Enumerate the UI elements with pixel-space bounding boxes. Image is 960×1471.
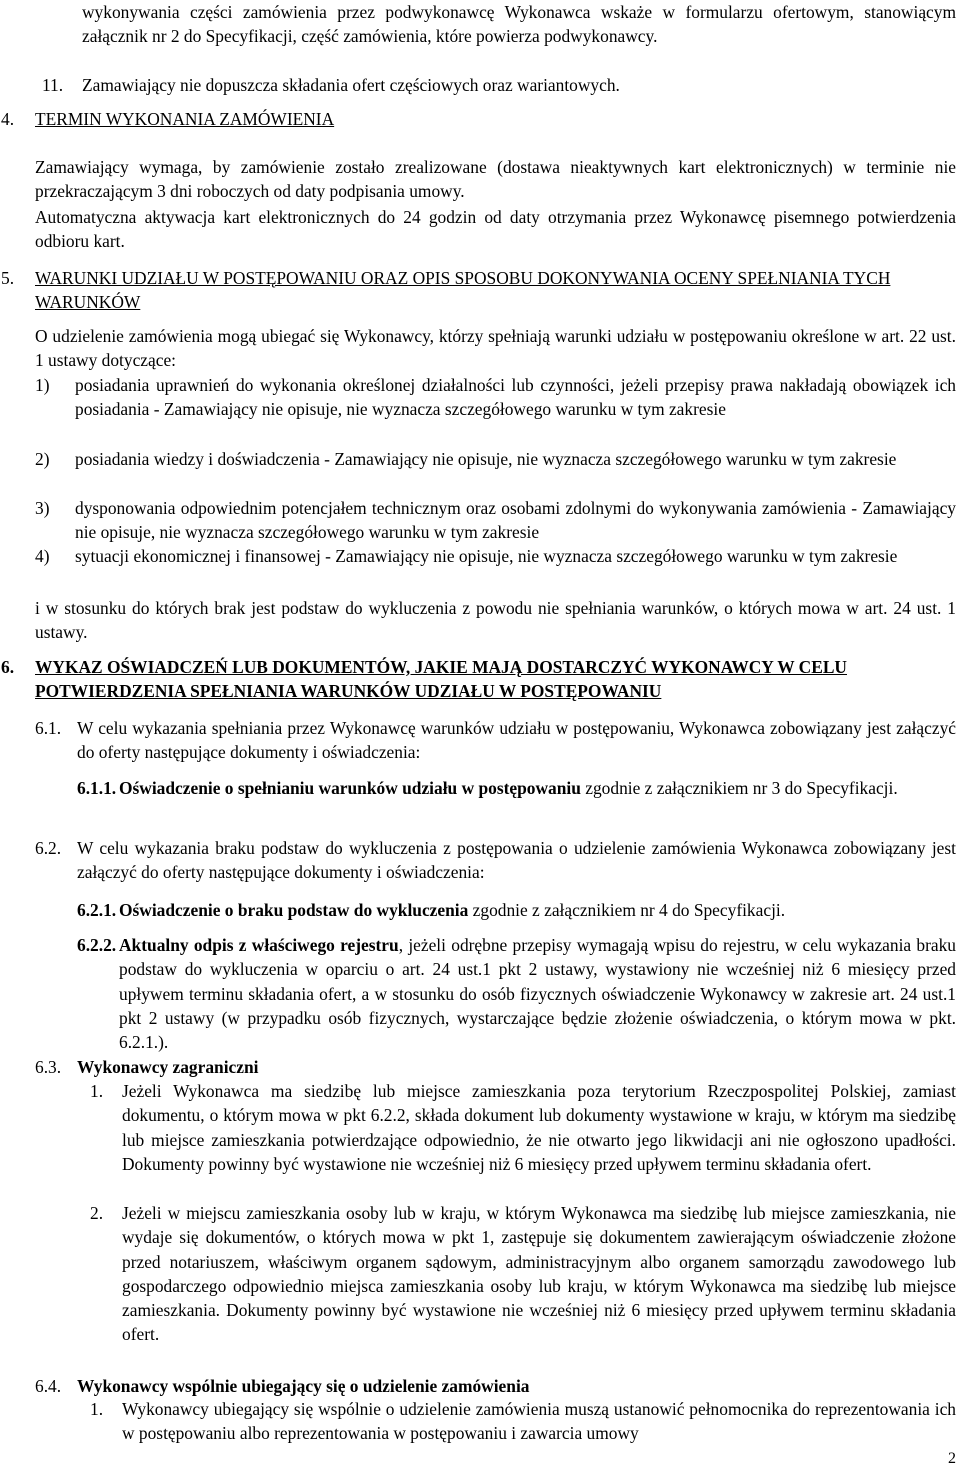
paragraph-6-4-title: Wykonawcy wspólnie ubiegający się o udzielenie zamówienia: [77, 1376, 530, 1396]
paragraph-6-1-1-rest: zgodnie z załącznikiem nr 3 do Specyfikacji.: [580, 778, 898, 798]
paragraph-6-4-item-1-number: 1.: [90, 1399, 104, 1419]
paragraph-6-3-item-2-number: 2.: [90, 1203, 104, 1223]
paragraph-6-3-title: Wykonawcy zagraniczni: [77, 1057, 259, 1077]
section-5-item-2-number: 2): [35, 449, 50, 469]
paragraph-6-2-text: W celu wykazania braku podstaw do wykluczenia z postępowania o udzielenie zamówienia Wykonawca zobowiązany jest załączyć do oferty następujące dokumenty i oświadczenia:: [77, 838, 956, 883]
paragraph-6-4-number: 6.4.: [35, 1376, 62, 1396]
paragraph-6-1-number: 6.1.: [35, 718, 62, 738]
intro-continuation: wykonywania części zamówienia przez podwykonawcę Wykonawca wskaże w formularzu ofertowym, stanowiącym załącznik nr 2 do Specyfikacji, część zamówienia, które powierza podwykonawcy.: [82, 2, 956, 47]
paragraph-6-3-item-1-number: 1.: [90, 1081, 104, 1101]
section-5-item-1-text: posiadania uprawnień do wykonania określonej działalności lub czynności, jeżeli przepisy prawa nakładają obowiązek ich posiadania - Zamawiający nie opisuje, nie wyznacza szczegółowego warunku w tym zakresie: [75, 375, 956, 420]
paragraph-6-3-number: 6.3.: [35, 1057, 62, 1077]
paragraph-6-1-1-bold: Oświadczenie o spełnianiu warunków udziału w postępowaniu: [119, 778, 581, 798]
section-5-item-3-text: dysponowania odpowiednim potencjałem technicznym oraz osobami zdolnymi do wykonywania zamówienia - Zamawiający nie opisuje, nie wyznacza szczegółowego warunku w tym zakresie: [75, 498, 956, 543]
paragraph-6-1-1-number: 6.1.1.: [77, 778, 117, 798]
paragraph-6-3-item-2-text: Jeżeli w miejscu zamieszkania osoby lub w kraju, w którym Wykonawca ma siedzibę lub miejsce zamieszkania, nie wydaje się dokumentów, o których mowa w pkt 1, zastępuje się dokumentem zawierającym oświadczenie złożone przed notariuszem, właściwym organem sądowym, administracyjnym albo organem samorządu zawodowego lub gospodarczego odpowiednio miejsca zamieszkania osoby lub kraju, w którym Wykonawca ma siedzibę lub miejsce zamieszkania. Dokumenty powinny być wystawione nie wcześniej niż 6 miesięcy przed upływem terminu składania ofert.: [122, 1203, 956, 1345]
paragraph-6-2-1-rest: zgodnie z załącznikiem nr 4 do Specyfikacji.: [468, 900, 786, 920]
paragraph-6-4-item-1-text: Wykonawcy ubiegający się wspólnie o udzielenie zamówienia muszą ustanowić pełnomocnika do reprezentowania ich w postępowaniu albo reprezentowania w postępowaniu i zawarcia umowy: [122, 1399, 956, 1444]
item-11-number: 11.: [42, 75, 64, 95]
section-5-outro: i w stosunku do których brak jest podstaw do wykluczenia z powodu nie spełniania warunków, o których mowa w art. 24 ust. 1 ustawy.: [35, 598, 956, 643]
section-4-paragraph-1: Zamawiający wymaga, by zamówienie zostało zrealizowane (dostawa nieaktywnych kart elektronicznych) w terminie nie przekraczającym 3 dni roboczych od daty podpisania umowy.: [35, 157, 956, 202]
section-5-number: 5.: [1, 268, 15, 288]
paragraph-6-2-2: [119, 933, 956, 1054]
section-6-number: 6.: [1, 657, 15, 677]
section-5-item-1-number: 1): [35, 375, 50, 395]
paragraph-6-2-1: [119, 898, 956, 922]
section-5-item-2-text: posiadania wiedzy i doświadczenia - Zamawiający nie opisuje, nie wyznacza szczegółowego warunku w tym zakresie: [75, 449, 897, 469]
section-5-item-3-number: 3): [35, 498, 50, 518]
page-number: 2: [948, 1450, 956, 1467]
paragraph-6-3-item-1-text: Jeżeli Wykonawca ma siedzibę lub miejsce zamieszkania poza terytorium Rzeczpospolitej Polskiej, zamiast dokumentu, o którym mowa w pkt 6.2.2, składa dokument lub dokumenty wystawione w kraju, w którym ma siedzibę lub miejsce zamieszkania potwierdzające odpowiednio, że nie otwarto jego likwidacji ani nie ogłoszono upadłości. Dokumenty powinny być wystawione nie wcześniej niż 6 miesięcy przed upływem terminu składania ofert.: [122, 1081, 956, 1174]
paragraph-6-1-text: W celu wykazania spełniania przez Wykonawcę warunków udziału w postępowaniu, Wykonawca zobowiązany jest załączyć do oferty następujące dokumenty i oświadczenia:: [77, 718, 956, 763]
section-4-number: 4.: [1, 109, 15, 129]
paragraph-6-2-2-bold: Aktualny odpis z właściwego rejestru: [119, 935, 399, 955]
section-4-paragraph-2: Automatyczna aktywacja kart elektronicznych do 24 godzin od daty otrzymania przez Wykonawcę pisemnego potwierdzenia odbioru kart.: [35, 207, 956, 252]
paragraph-6-2-number: 6.2.: [35, 838, 62, 858]
paragraph-6-2-1-bold: Oświadczenie o braku podstaw do wykluczenia: [119, 900, 469, 920]
section-5-intro: O udzielenie zamówienia mogą ubiegać się Wykonawcy, którzy spełniają warunki udziału w postępowaniu określone w art. 22 ust. 1 ustawy dotyczące:: [35, 326, 956, 371]
section-5-item-4-text: sytuacji ekonomicznej i finansowej - Zamawiający nie opisuje, nie wyznacza szczegółowego warunku w tym zakresie: [75, 546, 898, 566]
section-5-item-4-number: 4): [35, 546, 50, 566]
paragraph-6-2-2-number: 6.2.2.: [77, 935, 117, 955]
paragraph-6-1-1: [119, 776, 956, 800]
paragraph-6-2-2-rest: , jeżeli odrębne przepisy wymagają wpisu do rejestru, w celu wykazania braku podstaw do wykluczenia w oparciu o art. 24 ust.1 pkt 2 ustawy, wystawiony nie wcześniej niż 6 miesięcy przed upływem terminu składania ofert, a w stosunku do osób fizycznych oświadczenie Wykonawcy w zakresie art. 24 ust.1 pkt 2 ustawy (w przypadku osób fizycznych, wystarczające będzie złożenie oświadczenia, o którym mowa w pkt. 6.2.1.).: [119, 935, 956, 1053]
section-4-title: TERMIN WYKONANIA ZAMÓWIENIA: [35, 109, 335, 129]
paragraph-6-2-1-number: 6.2.1.: [77, 900, 117, 920]
section-5-title: WARUNKI UDZIAŁU W POSTĘPOWANIU ORAZ OPIS SPOSOBU DOKONYWANIA OCENY SPEŁNIANIA TYCH WARUNKÓW: [35, 268, 891, 313]
item-11-text: Zamawiający nie dopuszcza składania ofert częściowych oraz wariantowych.: [82, 75, 620, 95]
section-6-title: WYKAZ OŚWIADCZEŃ LUB DOKUMENTÓW, JAKIE MAJĄ DOSTARCZYĆ WYKONAWCY W CELU POTWIERDZENIA SPEŁNIANIA WARUNKÓW UDZIAŁU W POSTĘPOWANIU: [35, 657, 847, 702]
